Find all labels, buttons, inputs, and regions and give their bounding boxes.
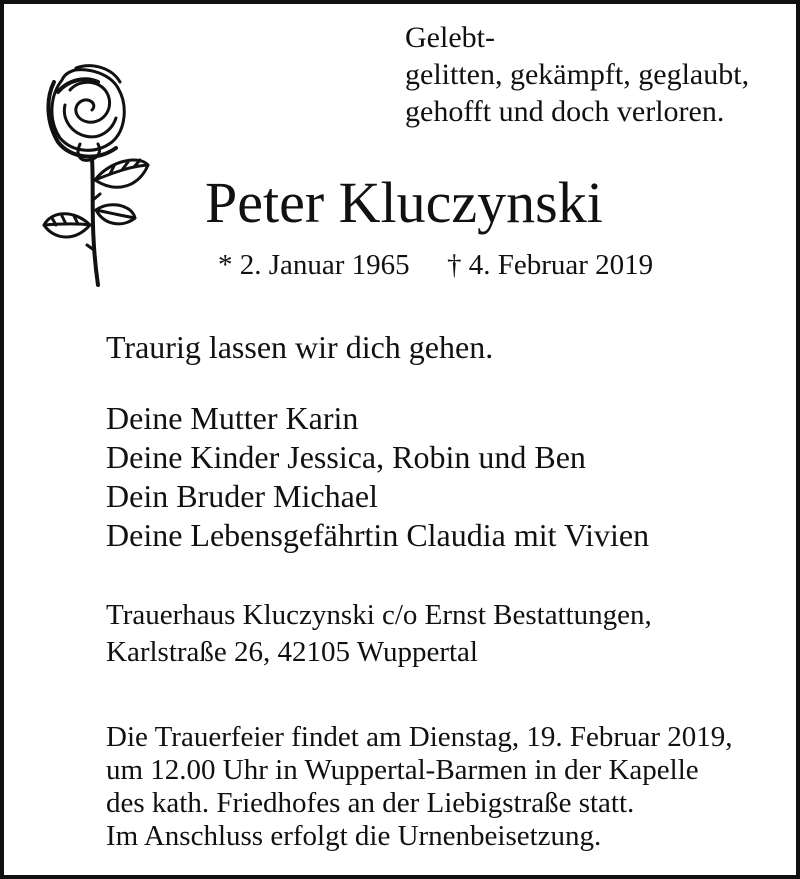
mourning-address	[106, 597, 652, 671]
motto-line: gehofft und doch verloren.	[405, 95, 725, 128]
motto-line: gelitten, gekämpft, geglaubt,	[405, 58, 750, 91]
motto	[405, 19, 749, 130]
mourner-line: Deine Mutter Karin	[106, 400, 359, 436]
ceremony-line: Die Trauerfeier findet am Dienstag, 19. Februar 2019,	[106, 721, 733, 753]
ceremony-info	[106, 721, 733, 853]
ceremony-line: des kath. Friedhofes an der Liebigstraße statt.	[106, 787, 635, 819]
birth-date: * 2. Januar 1965	[218, 249, 410, 281]
mourner-line: Deine Kinder Jessica, Robin und Ben	[106, 439, 586, 475]
address-line: Trauerhaus Kluczynski c/o Ernst Bestattungen,	[106, 599, 652, 631]
life-dates	[218, 248, 653, 282]
mourner-line: Deine Lebensgefährtin Claudia mit Vivien	[106, 517, 650, 553]
rose-icon	[40, 60, 155, 300]
motto-line: Gelebt-	[405, 21, 495, 54]
ceremony-line: um 12.00 Uhr in Wuppertal-Barmen in der Kapelle	[106, 754, 699, 786]
address-line: Karlstraße 26, 42105 Wuppertal	[106, 636, 478, 668]
farewell-text: Traurig lassen wir dich gehen.	[106, 329, 494, 365]
death-date: † 4. Februar 2019	[446, 249, 654, 281]
deceased-name: Peter Kluczynski	[205, 170, 603, 235]
mourners-list	[106, 399, 649, 555]
ceremony-line: Im Anschluss erfolgt die Urnenbeisetzung.	[106, 820, 602, 852]
mourner-line: Dein Bruder Michael	[106, 478, 378, 514]
